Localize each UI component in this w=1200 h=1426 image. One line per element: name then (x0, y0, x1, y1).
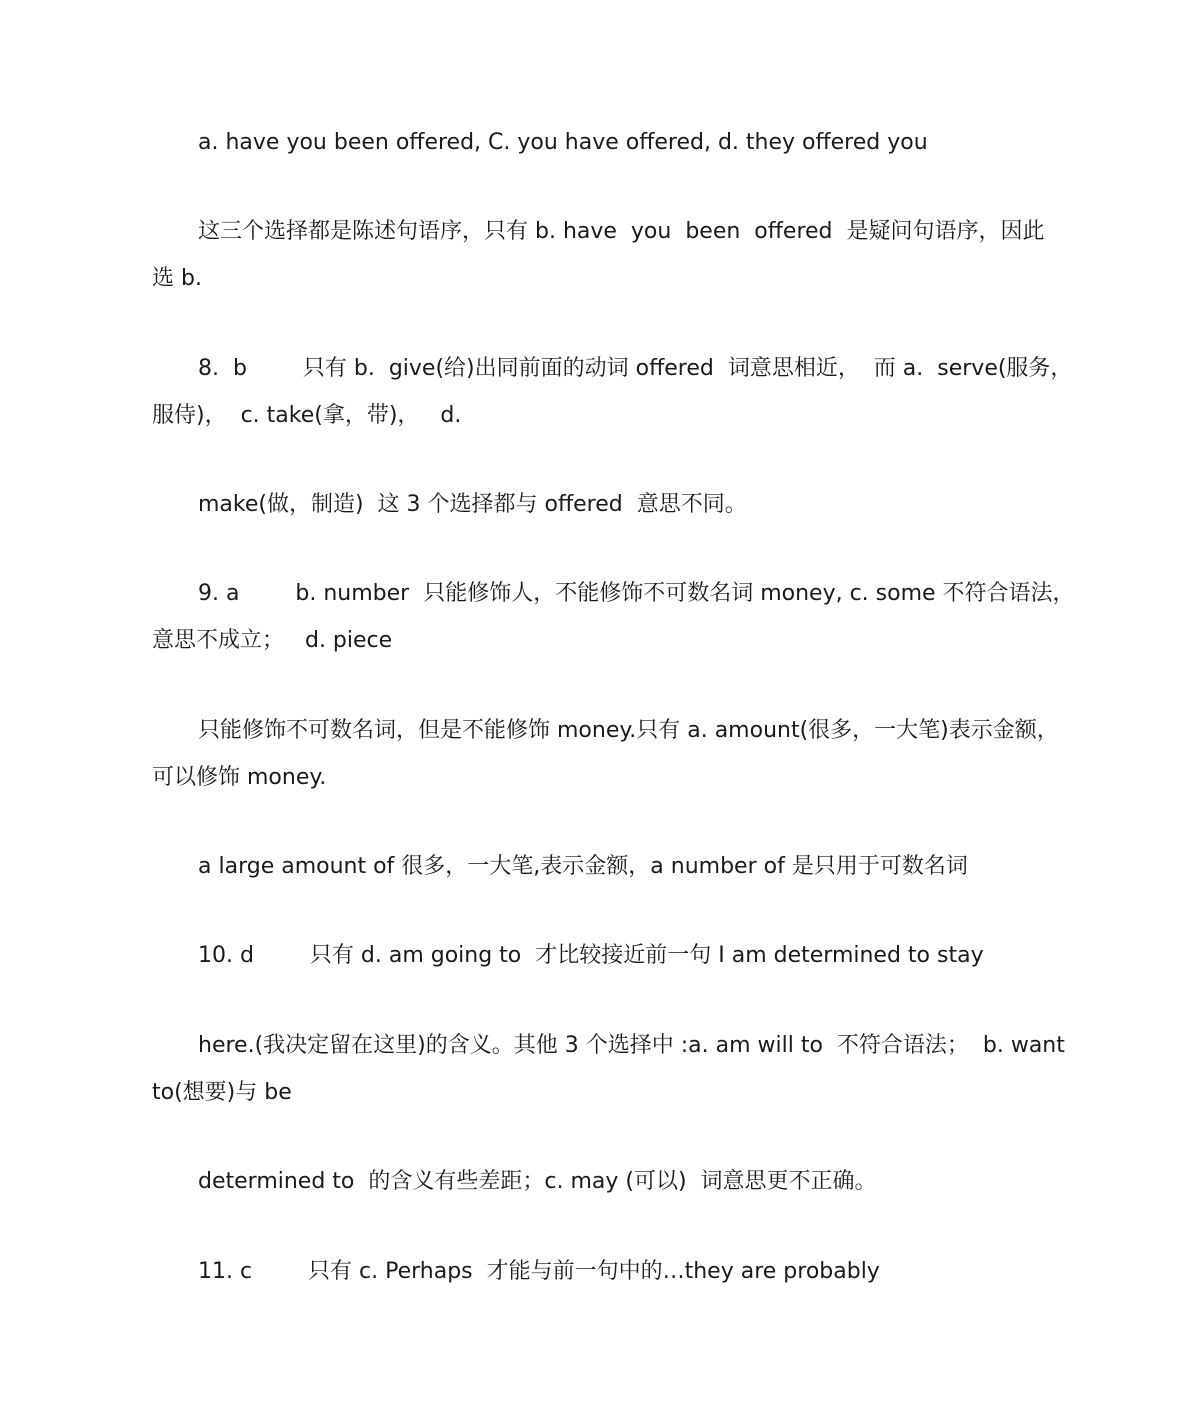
paragraph-line: 这三个选择都是陈述句语序，只有 b. have you been offered 是疑问句语序，因此 (198, 219, 1045, 244)
paragraph-answer-9 (152, 570, 1075, 664)
paragraph-line: 11. c 只有 c. Perhaps 才能与前一句中的…they are probably (198, 1259, 880, 1284)
paragraph-line: here.(我决定留在这里)的含义。其他 3 个选择中 :a. am will to 不符合语法； b. want (198, 1033, 1065, 1058)
paragraph-line: a large amount of 很多，一大笔,表示金额，a number of 是只用于可数名词 (198, 854, 968, 879)
paragraph-line: make(做，制造) 这 3 个选择都与 offered 意思不同。 (198, 492, 747, 517)
paragraph-amount-note (152, 843, 1062, 890)
paragraph-line: 意思不成立； d. piece (152, 628, 393, 653)
paragraph-answer-10-end (152, 1158, 1062, 1205)
paragraph-line: 8. b 只有 b. give(给)出同前面的动词 offered 词意思相近， 而 a. serve(服务， (198, 356, 1073, 381)
paragraph-answer-11 (152, 1248, 1062, 1295)
paragraph-line: a. have you been offered, C. you have offered, d. they offered you (198, 130, 928, 155)
paragraph-answer-8-cont (152, 481, 1062, 528)
paragraph-line: determined to 的含义有些差距；c. may (可以) 词意思更不正确。 (198, 1169, 877, 1194)
paragraph-line: 选 b. (152, 266, 202, 291)
paragraph-answer-10-cont (152, 1022, 1065, 1116)
paragraph-line: 9. a b. number 只能修饰人，不能修饰不可数名词 money, c. some 不符合语法， (198, 581, 1075, 606)
paragraph-line: 只能修饰不可数名词，但是不能修饰 money.只有 a. amount(很多，一大笔)表示金额， (198, 718, 1059, 743)
paragraph-answer-8 (152, 345, 1073, 439)
paragraph-explanation-7 (152, 208, 1062, 302)
paragraph-line: 可以修饰 money. (152, 765, 327, 790)
paragraph-line: 服侍)， c. take(拿，带)， d. (152, 403, 462, 428)
paragraph-answer-10 (152, 932, 1062, 979)
paragraph-answer-options (152, 119, 1062, 166)
paragraph-line: to(想要)与 be (152, 1080, 292, 1105)
paragraph-answer-9-cont (152, 707, 1062, 801)
paragraph-line: 10. d 只有 d. am going to 才比较接近前一句 I am determined to stay (198, 943, 984, 968)
